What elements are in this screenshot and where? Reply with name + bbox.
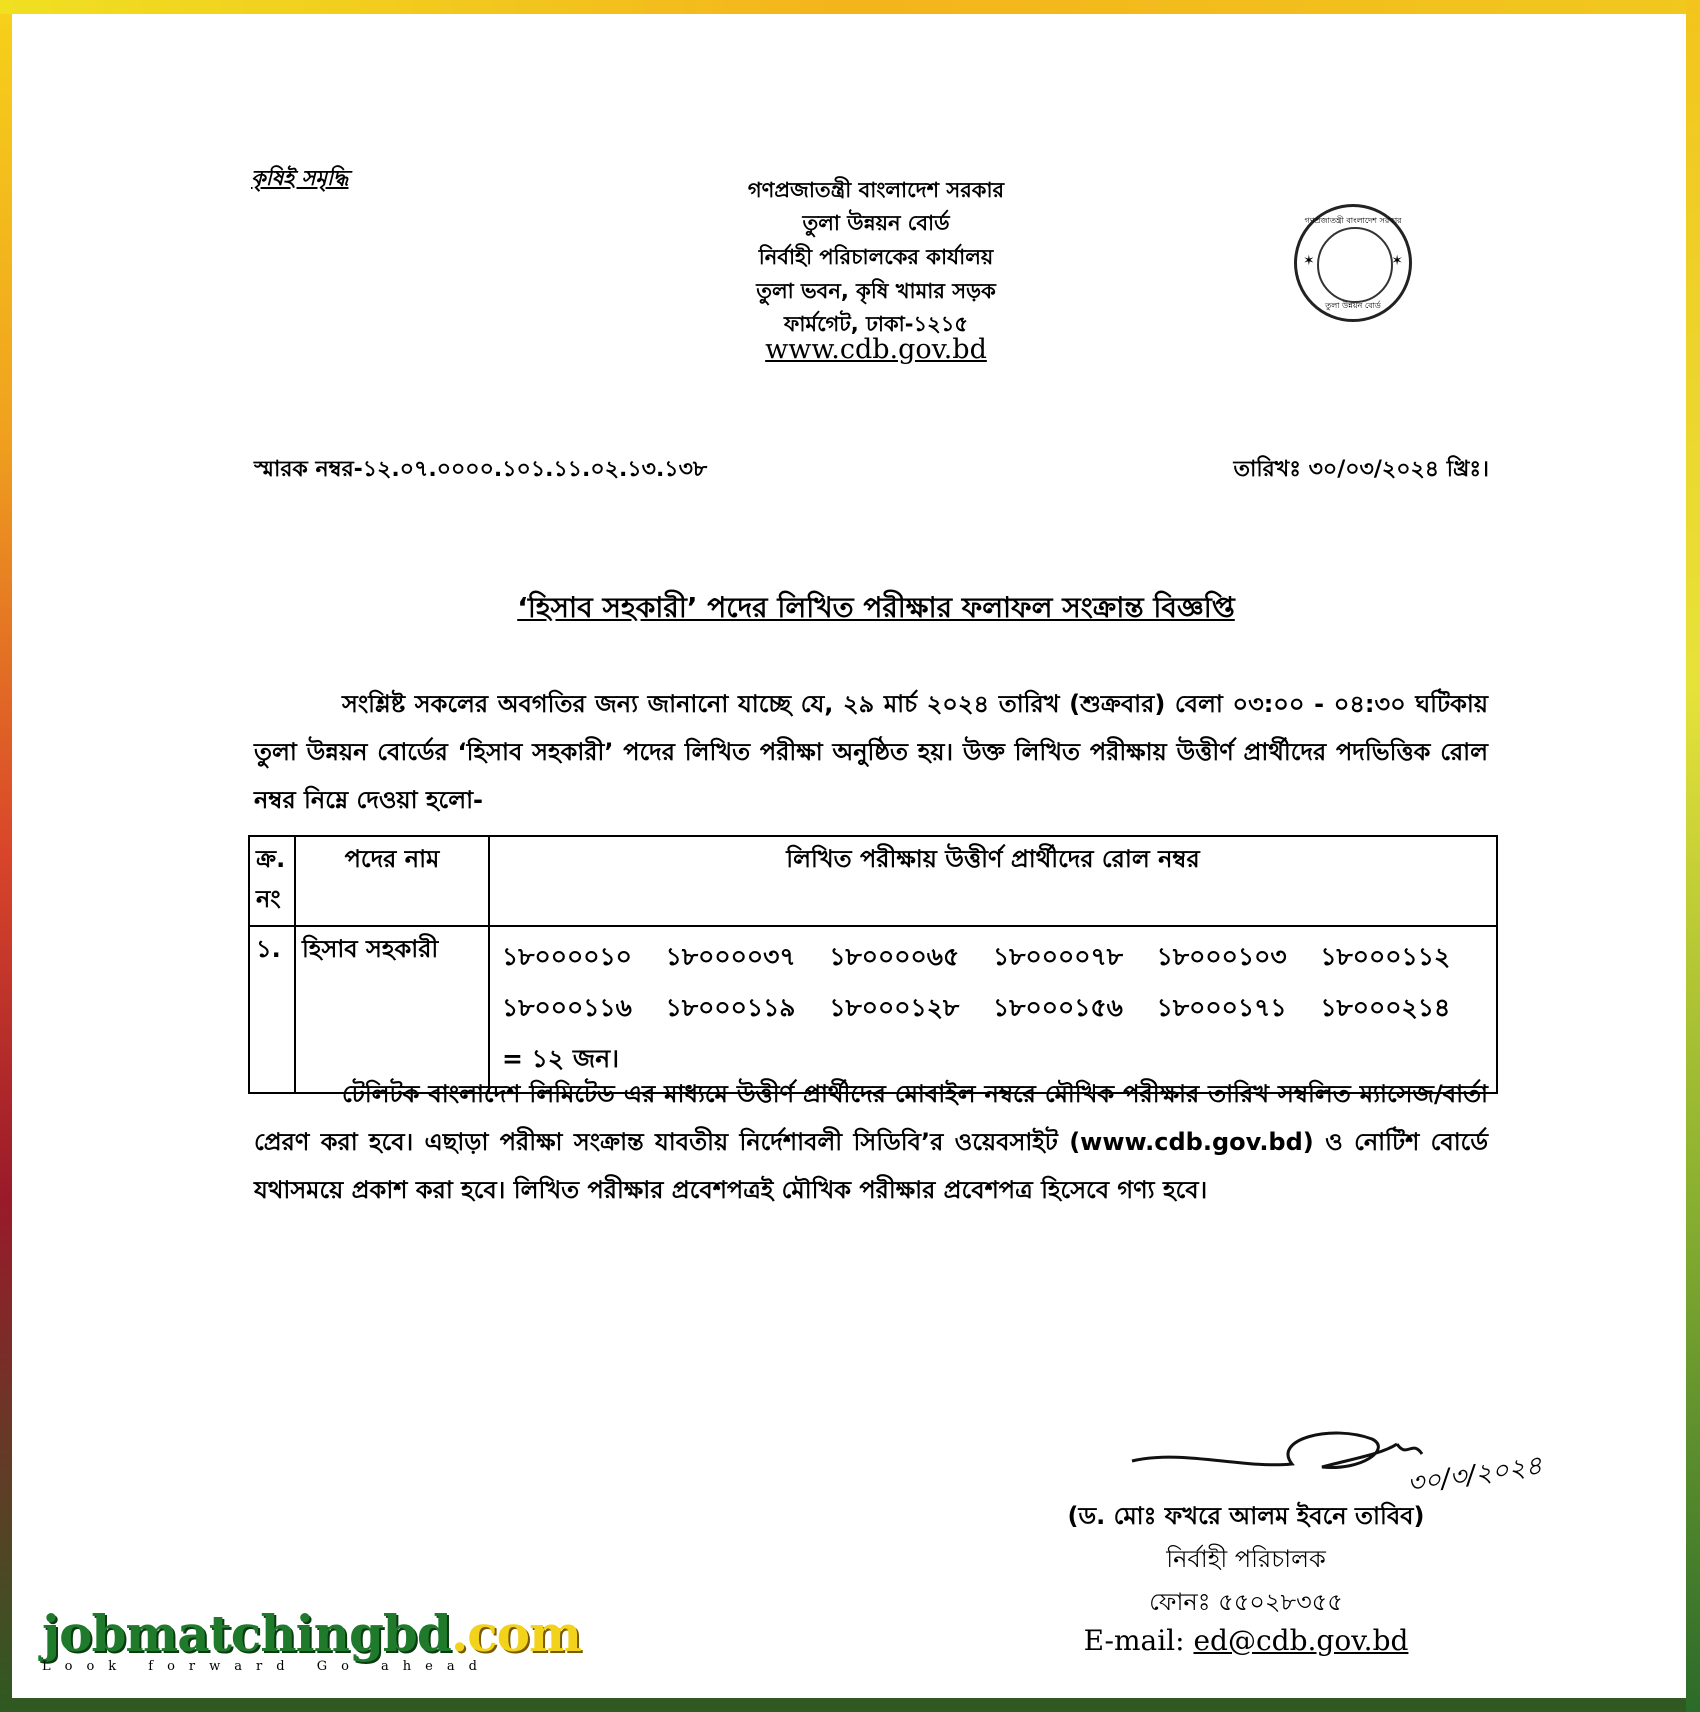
intro-paragraph-text: সংশ্লিষ্ট সকলের অবগতির জন্য জানানো যাচ্ছে যে, ২৯ মার্চ ২০২৪ তারিখ (শুক্রবার) বেলা ০৩:০০ - ০৪:৩০ ঘটিকায় তুলা উন্নয়ন বোর্ডের ‘হিসাব সহকারী’ পদের লিখিত পরীক্ষা অনুষ্ঠিত হয়। উক্ত লিখিত পরীক্ষায় উত্তীর্ণ প্রার্থীদের পদভিত্তিক রোল নম্বর নিম্নে দেওয়া হলো-	[254, 690, 1488, 814]
header-line-board: তুলা উন্নয়ন বোর্ড	[802, 211, 950, 235]
row-rolls	[489, 926, 1497, 1093]
roll-number: ১৮০০০১৭১	[1156, 993, 1287, 1022]
header-line-city: ফার্মগেট, ঢাকা-১২১৫	[783, 312, 969, 336]
frame-right	[1686, 0, 1700, 1712]
roll-number: ১৮০০০০৬৫	[829, 942, 960, 971]
star-icon: ✶	[1303, 253, 1315, 269]
memo-number: স্মারক নম্বর-১২.০৭.০০০০.১০১.১১.০২.১৩.১৩৮	[254, 457, 708, 482]
logo-name: jobmatchingbd	[42, 1604, 451, 1663]
header-serial: ক্র. নং	[249, 836, 295, 926]
table-row	[249, 926, 1497, 1093]
signatory-designation: নির্বাহী পরিচালক	[1166, 1545, 1326, 1573]
roll-number: ১৮০০০০১০	[502, 942, 632, 971]
results-table	[248, 835, 1498, 1094]
header-roll-numbers: লিখিত পরীক্ষায় উত্তীর্ণ প্রার্থীদের রোল নম্বর	[489, 836, 1497, 926]
total-count: = ১২ জন।	[502, 1044, 620, 1073]
notice-document	[12, 14, 1686, 1698]
row-serial: ১.	[249, 926, 295, 1093]
email-label: E-mail:	[1083, 1624, 1194, 1657]
roll-number: ১৮০০০১১২	[1320, 942, 1451, 971]
frame-top	[0, 0, 1700, 14]
intro-paragraph	[254, 680, 1488, 824]
watermark-logo	[42, 1604, 581, 1674]
header-line-address: তুলা ভবন, কৃষি খামার সড়ক	[756, 279, 996, 303]
notice-date: তারিখঃ ৩০/০৩/২০২৪ খ্রিঃ।	[1233, 457, 1489, 482]
header-line-office: নির্বাহী পরিচালকের কার্যালয়	[758, 245, 994, 269]
cotton-flower-icon	[1317, 227, 1393, 303]
instructions-paragraph	[254, 1070, 1488, 1214]
signatory-name: (ড. মোঃ ফখরে আলম ইবনে তাবিব)	[1067, 1502, 1425, 1530]
roll-number: ১৮০০০১০৩	[1156, 942, 1287, 971]
board-seal	[1294, 204, 1412, 322]
slogan: কৃষিই সমৃদ্ধি	[251, 166, 349, 190]
signature-date: ৩০/৩/২০২৪	[1405, 1450, 1545, 1500]
email-link[interactable]: ed@cdb.gov.bd	[1193, 1624, 1409, 1657]
roll-number: ১৮০০০২১৪	[1320, 993, 1451, 1022]
star-icon: ✶	[1391, 253, 1403, 269]
notice-title: ‘হিসাব সহকারী’ পদের লিখিত পরীক্ষার ফলাফল সংক্রান্ত বিজ্ঞপ্তি	[517, 591, 1235, 624]
header-website-link[interactable]: www.cdb.gov.bd	[765, 334, 987, 365]
roll-number: ১৮০০০১১৬	[502, 993, 632, 1022]
instructions-paragraph-text: টেলিটক বাংলাদেশ লিমিটেড এর মাধ্যমে উত্তীর্ণ প্রার্থীদের মোবাইল নম্বরে মৌখিক পরীক্ষার তারিখ সম্বলিত ম্যাসেজ/বার্তা প্রেরণ করা হবে। এছাড়া পরীক্ষা সংক্রান্ত যাবতীয় নির্দেশাবলী সিডিবি’র ওয়েবসাইট (www.cdb.gov.bd) ও নোটিশ বোর্ডে যথাসময়ে প্রকাশ করা হবে। লিখিত পরীক্ষার প্রবেশপত্রই মৌখিক পরীক্ষার প্রবেশপত্র হিসেবে গণ্য হবে।	[254, 1080, 1488, 1204]
seal-text-bottom: তুলা উন্নয়ন বোর্ড	[1325, 301, 1381, 310]
roll-number: ১৮০০০০৭৮	[993, 942, 1123, 971]
table-header-row	[249, 836, 1497, 926]
logo-tld: .com	[450, 1604, 581, 1663]
signatory-phone: ফোনঃ ৫৫০২৮৩৫৫	[1149, 1588, 1343, 1616]
header-line-government: গণপ্রজাতন্ত্রী বাংলাদেশ সরকার	[747, 178, 1005, 202]
header-post: পদের নাম	[295, 836, 489, 926]
roll-number: ১৮০০০১৫৬	[993, 993, 1123, 1022]
roll-number: ১৮০০০১২৮	[829, 993, 960, 1022]
logo-tagline: Look forward Go ahead	[42, 1659, 491, 1674]
row-post: হিসাব সহকারী	[295, 926, 489, 1093]
signatory-email	[1084, 1624, 1409, 1657]
roll-number: ১৮০০০০৩৭	[665, 942, 796, 971]
seal-text-top: গণপ্রজাতন্ত্রী বাংলাদেশ সরকার	[1304, 216, 1402, 225]
roll-number: ১৮০০০১১৯	[665, 993, 796, 1022]
